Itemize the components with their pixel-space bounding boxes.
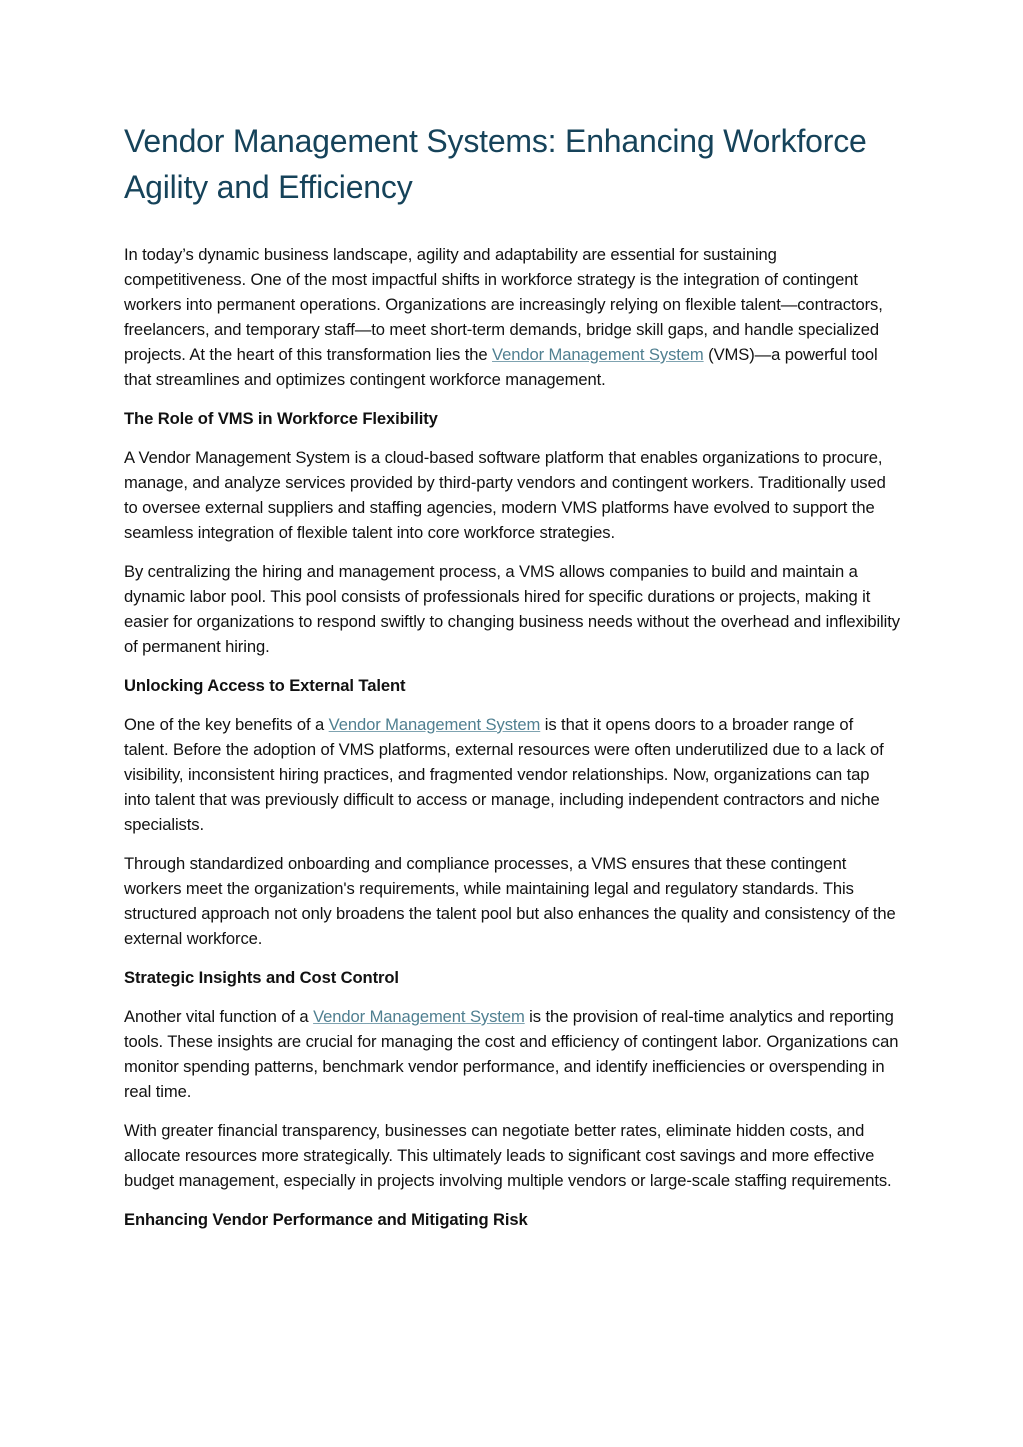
section-heading-role-of-vms: The Role of VMS in Workforce Flexibility	[124, 409, 438, 428]
paragraph: With greater financial transparency, businesses can negotiate better rates, eliminate hidden costs, and allocate resources more strategically. This ultimately leads to significant cost savings and more effective budget management, especially in projects involving multiple vendors or large-scale staffing requirements.	[124, 1121, 892, 1190]
intro-paragraph	[124, 242, 900, 392]
paragraph-text: Another vital function of a	[124, 1007, 314, 1026]
vms-link[interactable]: Vendor Management System	[313, 1007, 525, 1026]
section-heading-external-talent: Unlocking Access to External Talent	[124, 676, 406, 695]
page-title: Vendor Management Systems: Enhancing Workforce Agility and Efficiency	[124, 123, 867, 205]
section-heading-vendor-performance: Enhancing Vendor Performance and Mitigating Risk	[124, 1210, 528, 1229]
vms-link[interactable]: Vendor Management System	[328, 715, 541, 734]
paragraph-text: is that it opens doors to a broader range of talent. Before the adoption of VMS platforms, external resources were often underutilized due to a lack of visibility, inconsistent hiring practices, and fragmented vendor relationships. Now, organizations can tap into talent that was previously difficult to access or manage, including independent contractors and niche specialists.	[124, 715, 884, 834]
paragraph-text: One of the key benefits of a	[124, 715, 329, 734]
vms-link[interactable]: Vendor Management System	[492, 345, 704, 364]
paragraph-text: In today’s dynamic business landscape, agility and adaptability are essential for sustaining competitiveness. One of the most impactful shifts in workforce strategy is the integration of contingent workers into permanent operations. Organizations are increasingly relying on flexible talent—contractors, freelancers, and temporary staff—to meet short-term demands, bridge skill gaps, and handle specialized projects. At the heart of this transformation lies the	[124, 245, 883, 364]
section-heading-insights-cost: Strategic Insights and Cost Control	[124, 968, 399, 987]
paragraph-text: (VMS)—a powerful tool that streamlines and optimizes contingent workforce management.	[124, 345, 878, 389]
paragraph: By centralizing the hiring and management process, a VMS allows companies to build and maintain a dynamic labor pool. This pool consists of professionals hired for specific durations or projects, making it easier for organizations to respond swiftly to changing business needs without the overhead and inflexibility of permanent hiring.	[124, 562, 900, 656]
paragraph-text: is the provision of real-time analytics and reporting tools. These insights are crucial for managing the cost and efficiency of contingent labor. Organizations can monitor spending patterns, benchmark vendor performance, and identify inefficiencies or overspending in real time.	[124, 1007, 899, 1101]
document-content	[124, 118, 900, 1246]
paragraph	[124, 1004, 900, 1104]
paragraph: Through standardized onboarding and compliance processes, a VMS ensures that these contingent workers meet the organization's requirements, while maintaining legal and regulatory standards. This structured approach not only broadens the talent pool but also enhances the quality and consistency of the external workforce.	[124, 854, 896, 948]
paragraph	[124, 712, 900, 837]
paragraph: A Vendor Management System is a cloud-based software platform that enables organizations to procure, manage, and analyze services provided by third-party vendors and contingent workers. Traditionally used to oversee external suppliers and staffing agencies, modern VMS platforms have evolved to support the seamless integration of flexible talent into core workforce strategies.	[124, 448, 886, 542]
